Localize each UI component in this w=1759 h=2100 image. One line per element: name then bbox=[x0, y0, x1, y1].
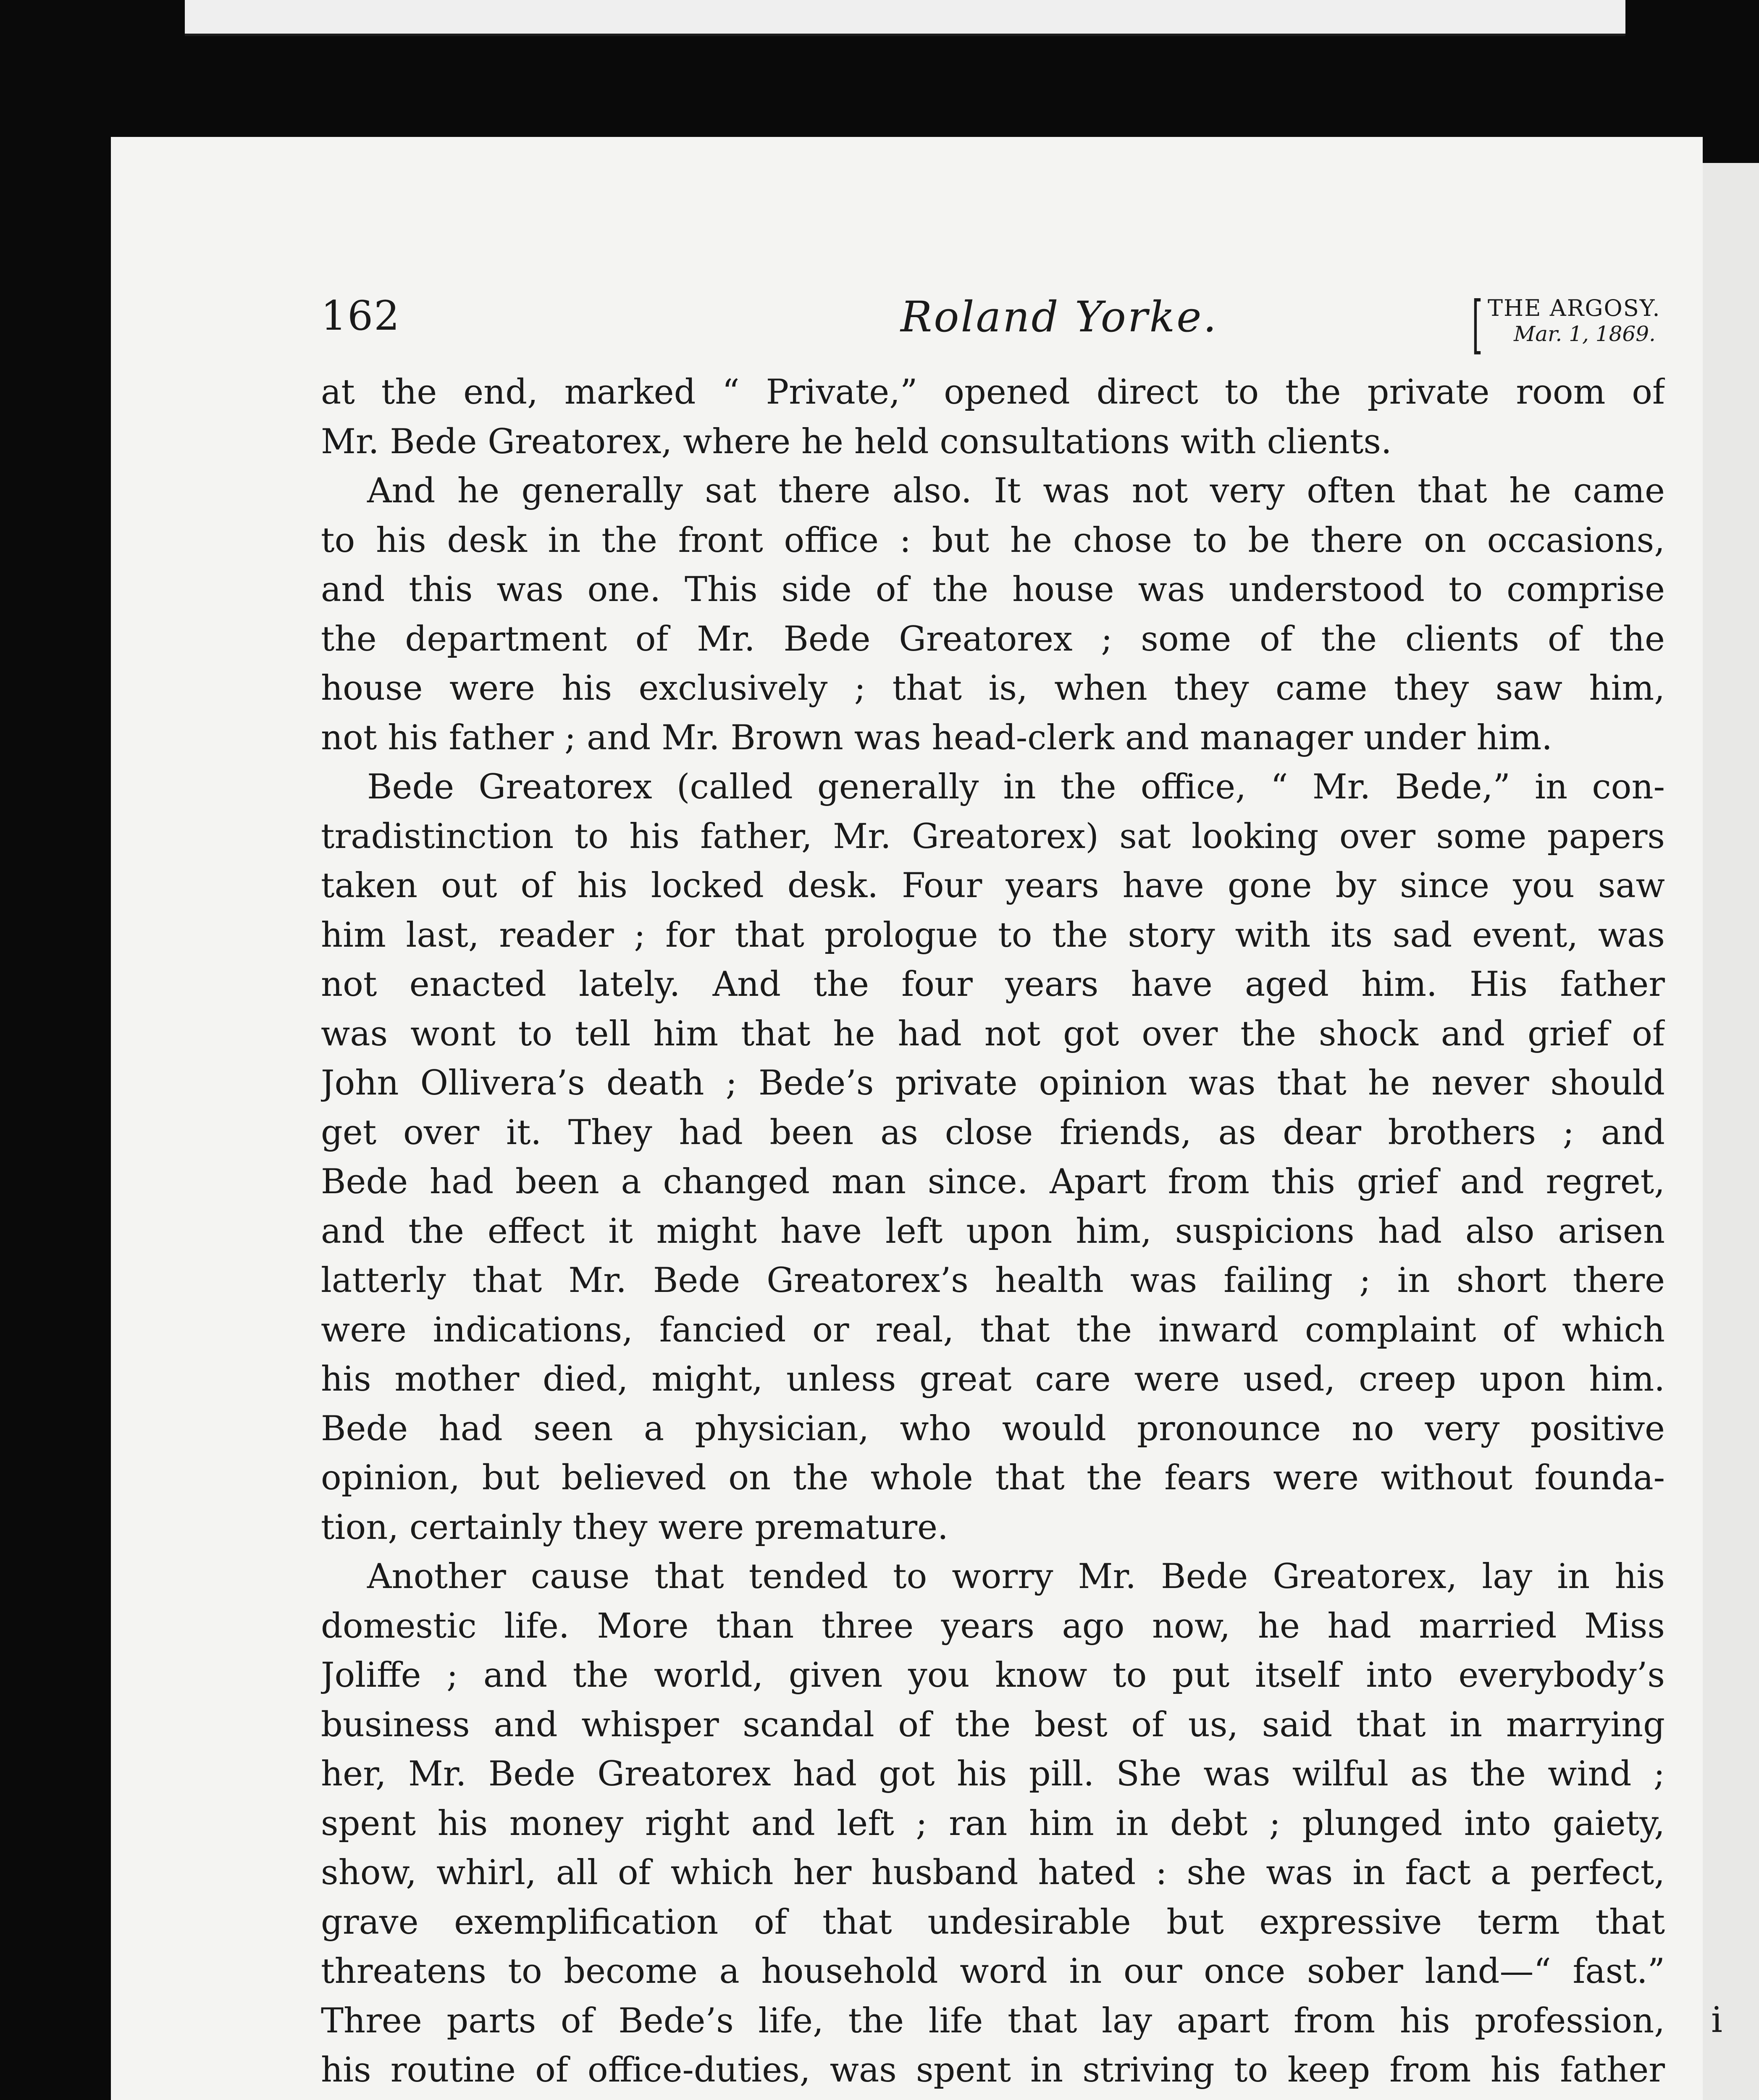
text-line: Bede had been a changed man since. Apart from this grief and regret, bbox=[321, 1162, 1665, 1202]
text-line: get over it. They had been as close friends, as dear brothers ; and bbox=[321, 1113, 1665, 1152]
text-line: spent his money right and left ; ran him in debt ; plunged into gaiety, bbox=[321, 1803, 1665, 1843]
text-line: opinion, but believed on the whole that the fears were without founda- bbox=[321, 1458, 1665, 1498]
page-number: 162 bbox=[321, 292, 401, 339]
text-line: the department of Mr. Bede Greatorex ; some of the clients of the bbox=[321, 619, 1665, 659]
text-line: Bede had seen a physician, who would pronounce no very positive bbox=[321, 1409, 1665, 1449]
text-line: her, Mr. Bede Greatorex had got his pill. She was wilful as the wind ; bbox=[321, 1754, 1665, 1794]
text-line bbox=[321, 2095, 1665, 2100]
text-line: house were his exclusively ; that is, when they came they saw him, bbox=[321, 669, 1665, 708]
text-line: and this was one. This side of the house was understood to comprise bbox=[321, 570, 1665, 609]
running-title: Roland Yorke. bbox=[901, 292, 1218, 341]
text-line: not enacted lately. And the four years have aged him. His father bbox=[321, 965, 1665, 1004]
text-line: And he generally sat there also. It was not very often that he came bbox=[367, 471, 1665, 511]
book-page bbox=[111, 137, 1703, 2100]
page-header bbox=[111, 288, 1703, 364]
previous-page-edge bbox=[185, 0, 1625, 36]
text-line: Bede Greatorex (called generally in the office, “ Mr. Bede,” in con- bbox=[367, 767, 1665, 807]
text-line: not his father ; and Mr. Brown was head-clerk and manager under him. bbox=[321, 718, 1553, 758]
facing-page-char: i bbox=[1711, 1999, 1722, 2040]
text-line: show, whirl, all of which her husband hated : she was in fact a perfect, bbox=[321, 1853, 1665, 1893]
text-line: threatens to become a household word in our once sober land—“ fast.” bbox=[321, 1952, 1665, 1991]
text-line: business and whisper scandal of the best of us, said that in marrying bbox=[321, 1705, 1665, 1745]
text-line: John Ollivera’s death ; Bede’s private opinion was that he never should bbox=[321, 1063, 1665, 1103]
text-line: was wont to tell him that he had not got over the shock and grief of bbox=[321, 1014, 1665, 1054]
text-line: taken out of his locked desk. Four years have gone by since you saw bbox=[321, 866, 1665, 906]
text-line: Three parts of Bede’s life, the life that lay apart from his profession, bbox=[321, 2001, 1665, 2041]
text-line: and the effect it might have left upon him, suspicions had also arisen bbox=[321, 1211, 1665, 1251]
text-line: domestic life. More than three years ago now, he had married Miss bbox=[321, 1606, 1665, 1646]
text-line: Mr. Bede Greatorex, where he held consultations with clients. bbox=[321, 422, 1392, 462]
text-line: were indications, fancied or real, that the inward complaint of which bbox=[321, 1310, 1665, 1350]
publication-date: Mar. 1, 1869. bbox=[1514, 322, 1656, 346]
text-line: latterly that Mr. Bede Greatorex’s health was failing ; in short there bbox=[321, 1261, 1665, 1300]
text-line: his mother died, might, unless great care were used, creep upon him. bbox=[321, 1360, 1665, 1399]
publication-name: THE ARGOSY. bbox=[1488, 295, 1661, 321]
text-line: at the end, marked “ Private,” opened direct to the private room of bbox=[321, 373, 1665, 412]
text-line: his routine of office-duties, was spent in striving to keep from his father bbox=[321, 2050, 1665, 2090]
text-line: Another cause that tended to worry Mr. Bede Greatorex, lay in his bbox=[367, 1557, 1665, 1596]
text-line: him last, reader ; for that prologue to the story with its sad event, was bbox=[321, 915, 1665, 955]
text-line: to his desk in the front office : but he chose to be there on occasions, bbox=[321, 520, 1665, 560]
facing-page-edge bbox=[1703, 163, 1759, 2100]
body-text bbox=[321, 368, 1665, 2100]
text-line: tion, certainly they were premature. bbox=[321, 1507, 948, 1547]
text-line: grave exemplification of that undesirable but expressive term that bbox=[321, 1902, 1665, 1942]
text-line: tradistinction to his father, Mr. Greatorex) sat looking over some papers bbox=[321, 816, 1665, 856]
bracket-glyph: [ bbox=[1472, 288, 1483, 361]
text-line: Joliffe ; and the world, given you know to put itself into everybody’s bbox=[321, 1656, 1665, 1695]
